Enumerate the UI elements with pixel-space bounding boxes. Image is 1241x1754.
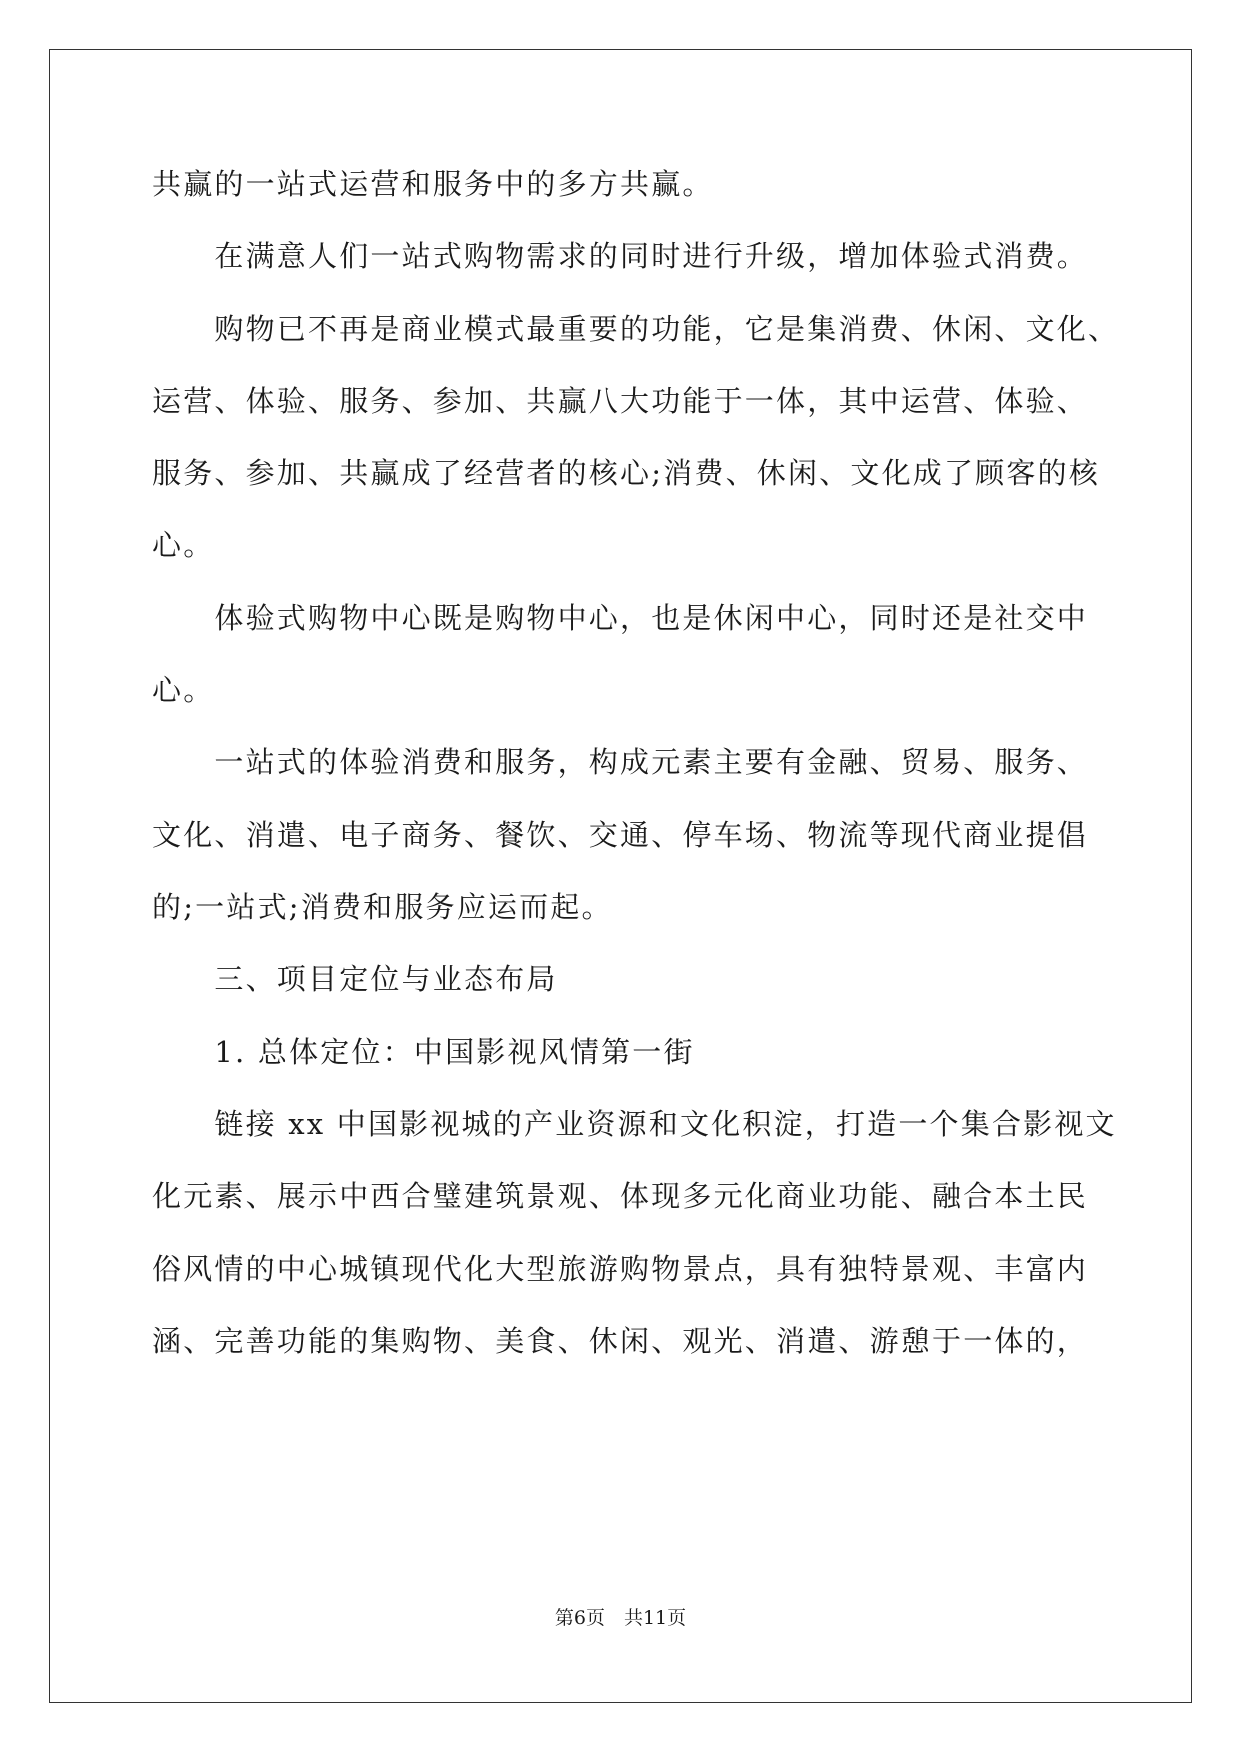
text-line: 体验式购物中心既是购物中心，也是休闲中心，同时还是社交中 <box>152 601 1089 635</box>
text-line: 的;一站式;消费和服务应运而起。 <box>152 890 613 924</box>
text-line: 运营、体验、服务、参加、共赢八大功能于一体，其中运营、体验、 <box>152 384 1089 418</box>
text-line: 链接 xx 中国影视城的产业资源和文化积淀，打造一个集合影视文 <box>152 1107 1117 1141</box>
text-line: 一站式的体验消费和服务，构成元素主要有金融、贸易、服务、 <box>152 745 1089 779</box>
page-border <box>49 49 1192 1703</box>
text-line: 心。 <box>152 528 215 562</box>
page-footer: 第6页 共11页 <box>554 1607 687 1629</box>
text-line: 化元素、展示中西合璧建筑景观、体现多元化商业功能、融合本土民 <box>152 1179 1089 1213</box>
text-line: 服务、参加、共赢成了经营者的核心;消费、休闲、文化成了顾客的核 <box>152 456 1100 490</box>
text-line: 共赢的一站式运营和服务中的多方共赢。 <box>152 167 714 201</box>
subsection-heading: 1. 总体定位：中国影视风情第一街 <box>152 1035 695 1069</box>
text-line: 购物已不再是商业模式最重要的功能，它是集消费、休闲、文化、 <box>152 312 1120 346</box>
text-line: 心。 <box>152 673 215 707</box>
text-line: 俗风情的中心城镇现代化大型旅游购物景点，具有独特景观、丰富内 <box>152 1252 1089 1286</box>
text-line: 涵、完善功能的集购物、美食、休闲、观光、消遣、游憩于一体的， <box>152 1324 1089 1358</box>
text-line: 文化、消遣、电子商务、餐饮、交通、停车场、物流等现代商业提倡 <box>152 818 1089 852</box>
section-heading: 三、项目定位与业态布局 <box>152 962 558 996</box>
text-line: 在满意人们一站式购物需求的同时进行升级，增加体验式消费。 <box>152 239 1089 273</box>
